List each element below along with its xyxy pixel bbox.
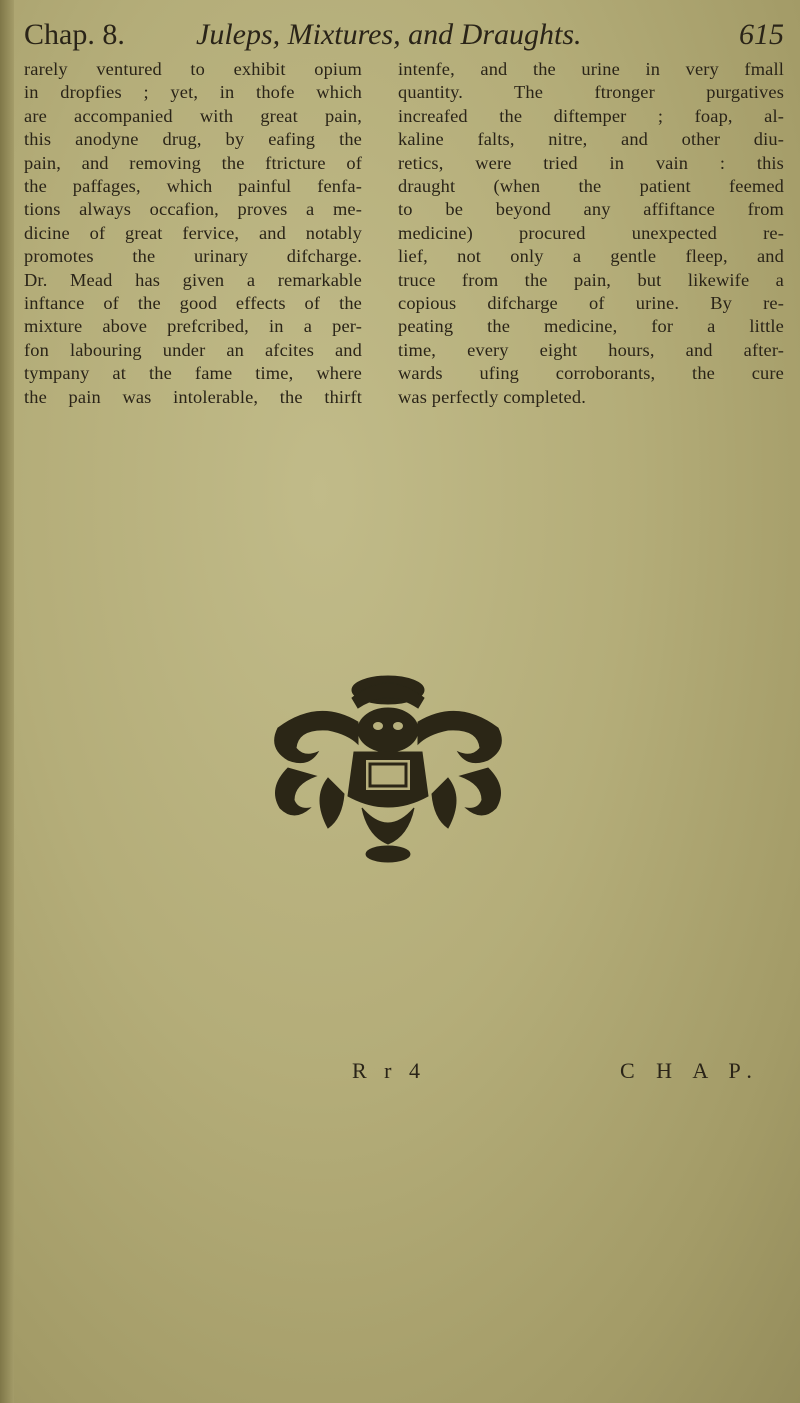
- text-line: wards ufing corroborants, the cure: [398, 363, 784, 384]
- text-line: tions always occafion, proves a me-: [24, 199, 362, 220]
- text-line: time, every eight hours, and after-: [398, 339, 784, 360]
- right-text-column: [398, 58, 784, 409]
- text-line: pain, and removing the ftricture of: [24, 152, 362, 173]
- text-line: mixture above prefcribed, in a per-: [24, 316, 362, 337]
- text-line: the pain was intolerable, the thirft: [24, 386, 362, 407]
- text-line: peating the medicine, for a little: [398, 316, 784, 337]
- text-line: truce from the pain, but likewife a: [398, 269, 784, 290]
- text-line: Dr. Mead has given a remarkable: [24, 269, 362, 290]
- text-line: inftance of the good effects of the: [24, 293, 362, 314]
- chapter-label: Chap. 8.: [24, 18, 125, 51]
- left-text-column: [24, 58, 362, 409]
- text-line: fon labouring under an afcites and: [24, 339, 362, 360]
- tailpiece-ornament-icon: [258, 668, 518, 868]
- text-line: to be beyond any affiftance from: [398, 199, 784, 220]
- text-line: medicine) procured unexpected re-: [398, 222, 784, 243]
- signature-mark: R r 4: [352, 1058, 426, 1083]
- text-line: increafed the diftemper ; foap, al-: [398, 105, 784, 126]
- text-line: kaline falts, nitre, and other diu-: [398, 129, 784, 150]
- text-line: quantity. The ftronger purgatives: [398, 82, 784, 103]
- text-line: tympany at the fame time, where: [24, 363, 362, 384]
- page-gutter-shadow: [0, 0, 14, 1403]
- running-header: [24, 12, 784, 58]
- text-line: the paffages, which painful fenfa-: [24, 176, 362, 197]
- text-line: are accompanied with great pain,: [24, 105, 362, 126]
- text-line: promotes the urinary difcharge.: [24, 246, 362, 267]
- text-line: rarely ventured to exhibit opium: [24, 59, 362, 79]
- text-line: was perfectly completed.: [398, 386, 586, 407]
- text-line: copious difcharge of urine. By re-: [398, 293, 784, 314]
- text-line: intenfe, and the urine in very fmall: [398, 59, 784, 79]
- text-line: dicine of great fervice, and notably: [24, 222, 362, 243]
- catchword: C H A P.: [620, 1058, 760, 1083]
- text-line: retics, were tried in vain : this: [398, 152, 784, 173]
- text-line: lief, not only a gentle fleep, and: [398, 246, 784, 267]
- text-line: this anodyne drug, by eafing the: [24, 129, 362, 150]
- page-number: 615: [739, 18, 784, 51]
- text-line: in dropfies ; yet, in thofe which: [24, 82, 362, 103]
- running-title: Juleps, Mixtures, and Draughts.: [196, 18, 582, 51]
- text-line: draught (when the patient feemed: [398, 176, 784, 197]
